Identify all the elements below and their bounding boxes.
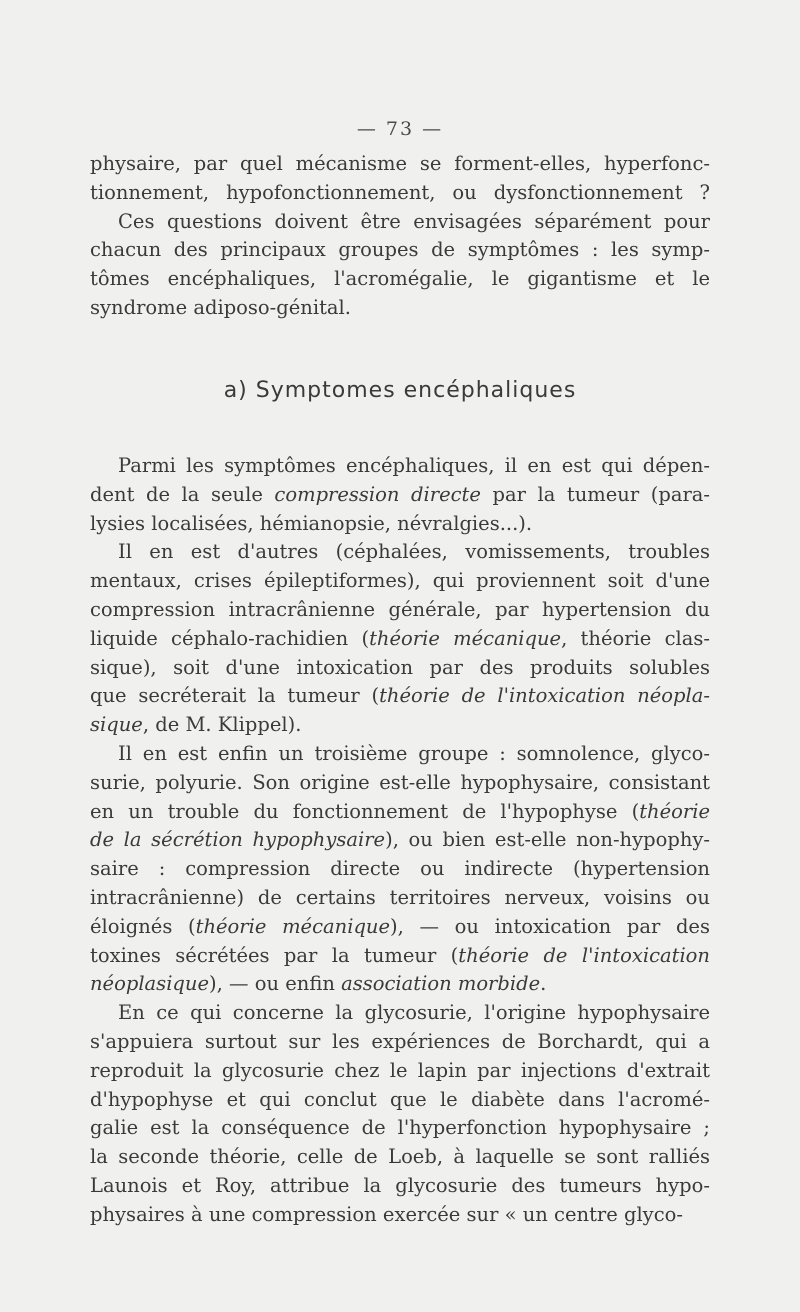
text-line: intracrânienne) de certains territoires nerveux, voisins ou <box>90 885 710 909</box>
paragraph-block-main <box>90 452 710 1230</box>
italic-text: compression directe <box>274 482 481 506</box>
text-line: physaire, par quel mécanisme se forment-elles, hyperfonc- <box>90 152 710 175</box>
text-line: lysies localisées, hémianopsie, névralgies...). <box>90 511 533 535</box>
text-line: surie, polyurie. Son origine est-elle hypophysaire, consistant <box>90 770 710 794</box>
text-line: reproduit la glycosurie chez le lapin par injections d'extrait <box>90 1058 710 1082</box>
paragraph-5 <box>90 999 710 1229</box>
text-line: que secréterait la tumeur (théorie de l'intoxication néopla- <box>90 684 710 708</box>
text-line: syndrome adiposo-génital. <box>90 295 351 319</box>
text-line: compression intracrânienne générale, par hypertension du <box>90 597 710 621</box>
text-line: sique, de M. Klippel). <box>90 713 302 737</box>
italic-text: théorie mécanique <box>369 626 562 650</box>
paragraph-3 <box>90 538 710 740</box>
text-line: saire : compression directe ou indirecte (hypertension <box>90 857 710 881</box>
text-line: la seconde théorie, celle de Loeb, à laquelle se sont ralliés <box>90 1145 710 1169</box>
italic-text: théorie de l'intoxication néopla- <box>379 684 710 708</box>
text-line: liquide céphalo-rachidien (théorie mécanique, théorie clas- <box>90 626 710 650</box>
italic-text: sique <box>90 713 143 737</box>
text-line: chacun des principaux groupes de symptômes : les symp- <box>90 238 710 262</box>
text-line: galie est la conséquence de l'hyperfonction hypophysaire ; <box>90 1116 710 1140</box>
italic-text: théorie mécanique <box>195 914 391 938</box>
text-line: Parmi les symptômes encéphaliques, il en est qui dépen- <box>118 454 710 477</box>
text-line: d'hypophyse et qui conclut que le diabète dans l'acromé- <box>90 1087 710 1111</box>
text-line: tômes encéphaliques, l'acromégalie, le gigantisme et le <box>90 267 710 291</box>
paragraph-intro <box>90 150 710 323</box>
italic-text: théorie de l'intoxication <box>458 943 710 967</box>
paragraph-4 <box>90 740 710 999</box>
italic-text: de la sécrétion hypophysaire <box>90 828 386 852</box>
text-line: sique), soit d'une intoxication par des produits solubles <box>90 655 710 679</box>
text-line: Ces questions doivent être envisagées séparément pour <box>118 209 710 233</box>
text-line: mentaux, crises épileptiformes), qui proviennent soit d'une <box>90 569 710 593</box>
text-line: toxines sécrétées par la tumeur (théorie de l'intoxication <box>90 943 710 967</box>
italic-text: théorie <box>639 799 710 823</box>
text-line: En ce qui concerne la glycosurie, l'origine hypophysaire <box>118 1001 710 1025</box>
text-line: de la sécrétion hypophysaire), ou bien est-elle non-hypophy- <box>90 828 710 852</box>
text-line: Il en est enfin un troisième groupe : somnolence, glyco- <box>118 741 710 765</box>
text-line: Il en est d'autres (céphalées, vomissements, troubles <box>118 540 710 564</box>
text-line: tionnement, hypofonctionnement, ou dysfonctionnement ? <box>90 180 710 204</box>
section-heading: a) Symptomes encéphaliques <box>223 378 577 403</box>
text-line: physaires à une compression exercée sur « un centre glyco- <box>90 1202 683 1226</box>
paragraph-1 <box>90 150 710 323</box>
italic-text: néoplasique <box>90 972 210 996</box>
text-line: éloignés (théorie mécanique), — ou intoxication par des <box>90 914 710 938</box>
paragraph-2 <box>90 452 710 538</box>
text-line: dent de la seule compression directe par la tumeur (para- <box>90 482 710 506</box>
text-line: Launois et Roy, attribue la glycosurie des tumeurs hypo- <box>90 1173 710 1197</box>
text-line: s'appuiera surtout sur les expériences de Borchardt, qui a <box>90 1029 710 1053</box>
italic-text: association morbide <box>341 972 541 996</box>
page-number: — 73 — <box>356 118 444 140</box>
text-line: en un trouble du fonctionnement de l'hypophyse (théorie <box>90 799 710 823</box>
text-line: néoplasique), — ou enfin association morbide. <box>90 972 547 996</box>
